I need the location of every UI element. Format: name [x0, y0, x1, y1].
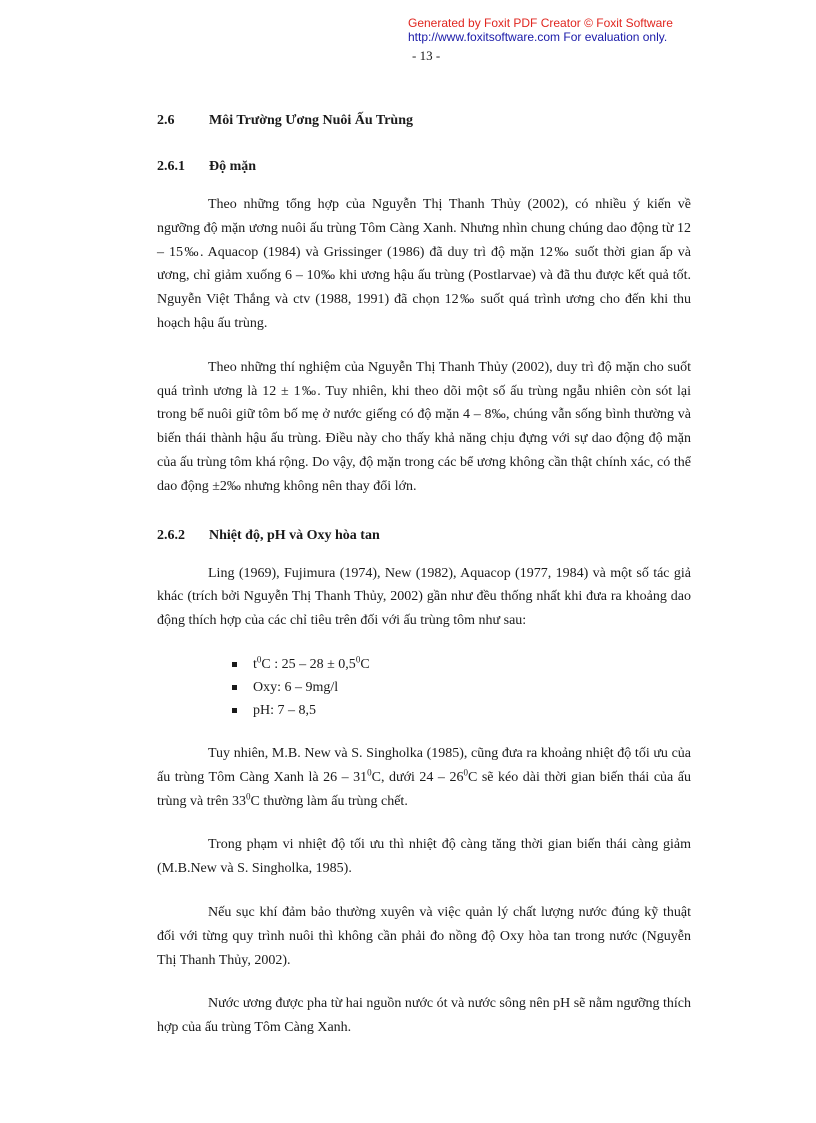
section-title: Môi Trường Ương Nuôi Ấu Trùng: [209, 113, 413, 128]
paragraph-salinity-2: Theo những thí nghiệm của Nguyễn Thị Thanh Thủy (2002), duy trì độ mặn cho suốt quá trình ương là 12 ± 1‰. Tuy nhiên, khi theo dõi một số ấu trùng ngẫu nhiên còn sót lại trong bể nuôi giữ tôm bố mẹ ở nước giếng có độ mặn 4 – 8‰, chúng vẫn sống bình thường và biến thái thành hậu ấu trùng. Điều này cho thấy khả năng chịu đựng với sự dao động độ mặn của ấu trùng tôm khá rộng. Do vậy, độ mặn trong các bể ương không cần thật chính xác, có thể dao động ±2‰ nhưng không nên thay đổi lớn.: [157, 359, 691, 494]
subsection-number: 2.6.2: [157, 527, 185, 543]
paragraph-temperature-effect: Trong phạm vi nhiệt độ tối ưu thì nhiệt độ càng tăng thời gian biến thái càng giảm (M.B.New và S. Singholka, 1985).: [157, 837, 691, 877]
subsection-title: Nhiệt độ, pH và Oxy hòa tan: [209, 527, 380, 543]
paragraph-oxygen: Nếu sục khí đảm bảo thường xuyên và việc quản lý chất lượng nước đúng kỹ thuật đối với từng quy trình nuôi thì không cần phải đo nồng độ Oxy hòa tan trong nước (Nguyễn Thị Thanh Thủy, 2002).: [157, 904, 691, 968]
parameter-list: [157, 653, 691, 722]
paragraph-optimal-temperature: Tuy nhiên, M.B. New và S. Singholka (1985), cũng đưa ra khoảng nhiệt độ tối ưu của ấu trùng Tôm Càng Xanh là $26 - 31^0C$, dưới $24 - 26^0C$ sẽ kéo dài thời gian biến thái của ấu trùng và trên $33^0C$ thường làm ấu trùng chết.: [157, 745, 692, 809]
subsection-title: Độ mặn: [209, 159, 257, 174]
list-item-temperature: $t^0C$ : $25 - 28 \pm 0,5^0C$: [232, 653, 691, 676]
foxit-watermark: [408, 16, 718, 44]
section-heading: [157, 112, 691, 130]
subsection-number: 2.6.1: [157, 159, 185, 174]
watermark-line-2: http://www.foxitsoftware.com For evaluation only.: [408, 30, 668, 44]
subsection-heading-temperature: [157, 527, 691, 545]
paragraph-salinity-1: Theo những tổng hợp của Nguyễn Thị Thanh Thủy (2002), có nhiều ý kiến về ngưỡng độ mặn ương nuôi ấu trùng Tôm Càng Xanh. Nhưng nhìn chung chúng dao động từ 12 – 15‰. Aquacop (1984) và Grissinger (1986) đã duy trì độ mặn 12‰ suốt thời gian ấp và ương, chỉ giảm xuống 6 – 10‰ khi ương hậu ấu trùng (Postlarvae) và đã thu được kết quả tốt. Nguyễn Việt Thắng và ctv (1988, 1991) đã chọn 12‰ suốt quá trình ương cho đến khi thu hoạch hậu ấu trùng.: [157, 197, 691, 331]
list-item-ph: pH: 7 – 8,5: [232, 699, 691, 722]
paragraph-temperature-intro: Ling (1969), Fujimura (1974), New (1982), Aquacop (1977, 1984) và một số tác giả khác (trích bởi Nguyễn Thị Thanh Thủy, 2002) gần như đều thống nhất khi đưa ra khoảng dao động thích hợp của các chỉ tiêu trên đối với ấu trùng tôm như sau:: [157, 565, 691, 629]
watermark-line-1: Generated by Foxit PDF Creator © Foxit Software: [408, 16, 673, 30]
paragraph-ph: Nước ương được pha từ hai nguồn nước ót và nước sông nên pH sẽ nằm ngưỡng thích hợp của ấu trùng Tôm Càng Xanh.: [157, 996, 691, 1036]
list-item-oxygen: Oxy: 6 – 9mg/l: [232, 676, 691, 699]
subsection-heading-salinity: [157, 158, 691, 176]
document-body: [157, 112, 691, 1040]
section-number: 2.6: [157, 113, 175, 128]
page-number: - 13 -: [412, 48, 441, 63]
